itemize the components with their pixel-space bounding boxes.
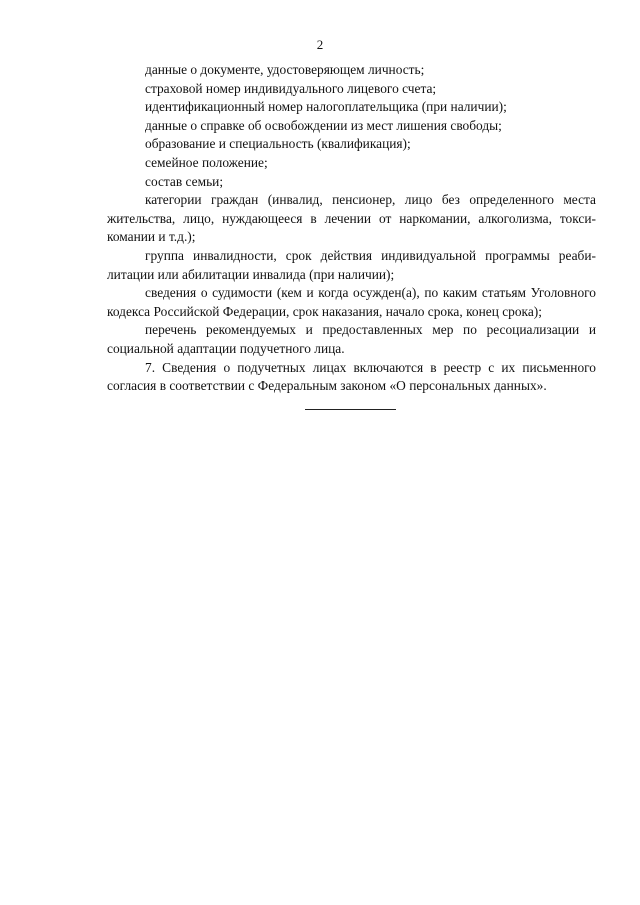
paragraph-resocialization: перечень рекомендуемых и предоставленных мер по ресоциализации и социальной адаптации подучетного лица. <box>107 322 596 356</box>
paragraph-family: состав семьи; <box>145 173 224 189</box>
page-number: 2 <box>316 37 324 52</box>
paragraph-insurance-number: страховой номер индивидуального лицевого счета; <box>145 80 437 96</box>
paragraph-citizen-categories: категории граждан (инвалид, пенсионер, лицо без определенного места жительства, лицо, нуждающееся в лечении от наркомании, алкоголизма, токсикомании и т.д.); <box>107 192 596 245</box>
document-body <box>107 61 596 396</box>
paragraph-education: образование и специальность (квалификация); <box>145 136 411 152</box>
end-divider <box>305 409 396 410</box>
paragraph-release-certificate: данные о справке об освобождении из мест лишения свободы; <box>145 117 502 133</box>
paragraph-criminal-record: сведения о судимости (кем и когда осужден(а), по каким статьям Уголовного кодекса Российской Федерации, срок наказания, начало срока, конец срока); <box>107 285 596 319</box>
paragraph-clause-7: 7. Сведения о подучетных лицах включаются в реестр с их письменного согласия в соответствии с Федеральным законом «О персональных данных». <box>107 359 596 394</box>
paragraph-marital-status: семейное положение; <box>145 154 268 170</box>
paragraph-disability: группа инвалидности, срок действия индивидуальной программы реабилитации или абилитации инвалида (при наличии); <box>107 247 596 282</box>
paragraph-tax-id: идентификационный номер налогоплательщика (при наличии); <box>145 99 507 115</box>
paragraph-document-data: данные о документе, удостоверяющем личность; <box>145 62 425 77</box>
